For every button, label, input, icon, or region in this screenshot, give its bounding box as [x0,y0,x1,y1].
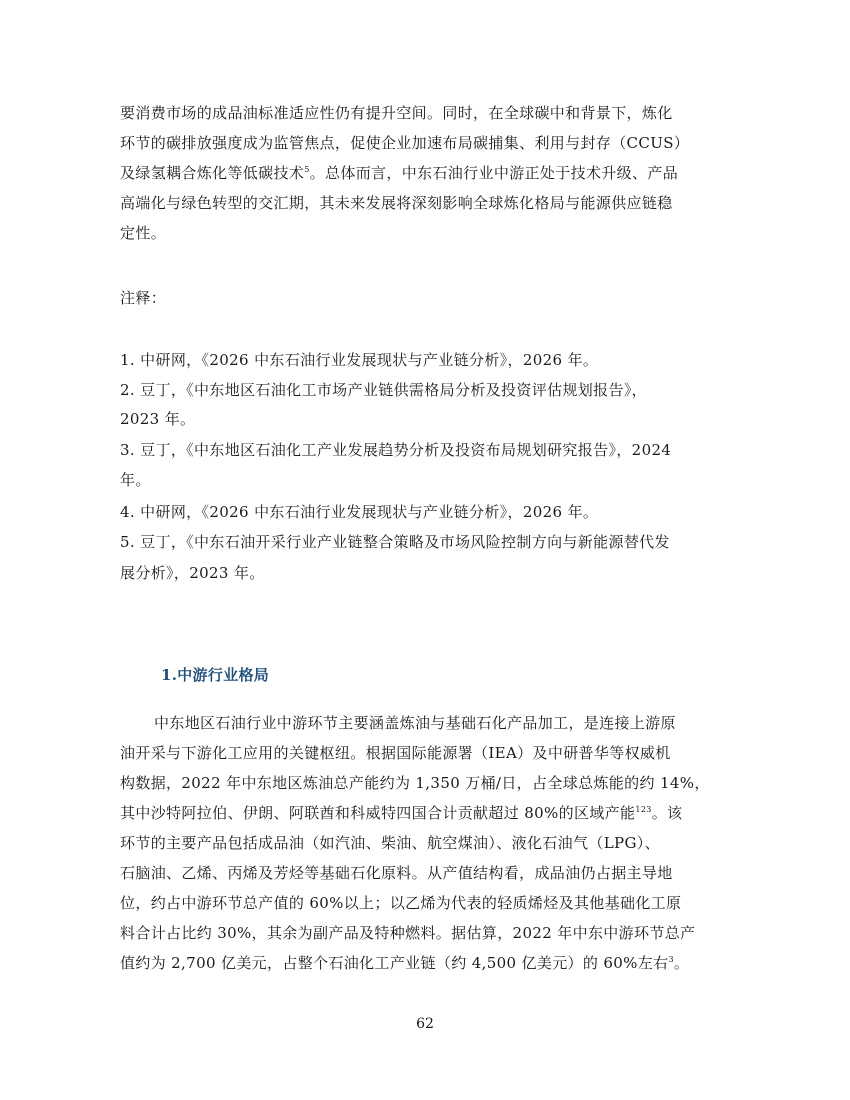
paragraph-line: 构数据，2022 年中东地区炼油总产能约为 1,350 万桶/日，占全球总炼能的约 14%， [120,774,710,792]
footnote-ref: 5 [304,165,310,174]
paragraph-line: 料合计占比约 30%，其余为副产品及特种燃料。据估算，2022 年中东中游环节总产 [120,924,696,942]
text-span: 。 [673,954,690,972]
footnote-ref: 3 [668,955,674,964]
paragraph-line: 要消费市场的成品油标准适应性仍有提升空间。同时，在全球碳中和背景下，炼化 [120,104,673,122]
paragraph-line [120,163,678,183]
paragraph-line: 中东地区石油行业中游环节主要涵盖炼油与基础石化产品加工，是连接上游原 [154,714,676,732]
paragraph-line: 高端化与绿色转型的交汇期，其未来发展将深刻影响全球炼化格局与能源供应链稳 [120,194,673,212]
notes-title: 注释： [120,289,167,307]
text-span: 其中沙特阿拉伯、伊朗、阿联酋和科威特四国合计贡献超过 80%的区域产能 [120,804,636,822]
note-item: 4. 中研网，《2026 中东石油行业发展现状与产业链分析》，2026 年。 [120,503,599,521]
paragraph-line [120,803,682,823]
paragraph-line: 油开采与下游化工应用的关键枢纽。根据国际能源署（IEA）及中研普华等权威机 [120,744,671,762]
note-item: 2. 豆丁，《中东地区石油化工市场产业链供需格局分析及投资评估规划报告》， [120,381,648,399]
paragraph-line: 环节的碳排放强度成为监管焦点，促使企业加速布局碳捕集、利用与封存（CCUS） [120,134,690,152]
note-item: 3. 豆丁，《中东地区石油化工产业发展趋势分析及投资布局规划研究报告》，2024 [120,441,672,459]
paragraph-line: 位，约占中游环节总产值的 60%以上；以乙烯为代表的轻质烯烃及其他基础化工原 [120,894,682,912]
paragraph-line: 定性。 [120,224,167,242]
paragraph-line [120,953,689,973]
footnote-ref: 123 [635,805,652,814]
section-heading: 1.中游行业格局 [161,666,270,684]
text-span: 。该 [651,804,683,822]
text-span: 及绿氢耦合炼化等低碳技术 [120,164,305,182]
note-item-cont: 展分析》，2023 年。 [120,564,265,582]
note-item: 1. 中研网，《2026 中东石油行业发展现状与产业链分析》，2026 年。 [120,351,599,369]
note-item-cont: 2023 年。 [120,410,196,428]
text-span: 值约为 2,700 亿美元，占整个石油化工产业链（约 4,500 亿美元）的 60%左右 [120,954,669,972]
note-item: 5. 豆丁，《中东石油开采行业产业链整合策略及市场风险控制方向与新能源替代发 [120,533,670,551]
text-span: 。总体而言，中东石油行业中游正处于技术升级、产品 [309,164,679,182]
page-number: 62 [416,1016,434,1032]
note-item-cont: 年。 [120,471,151,489]
paragraph-line: 环节的主要产品包括成品油（如汽油、柴油、航空煤油）、液化石油气（LPG）、 [120,834,660,852]
paragraph-line: 石脑油、乙烯、丙烯及芳烃等基础石化原料。从产值结构看，成品油仍占据主导地 [120,864,673,882]
